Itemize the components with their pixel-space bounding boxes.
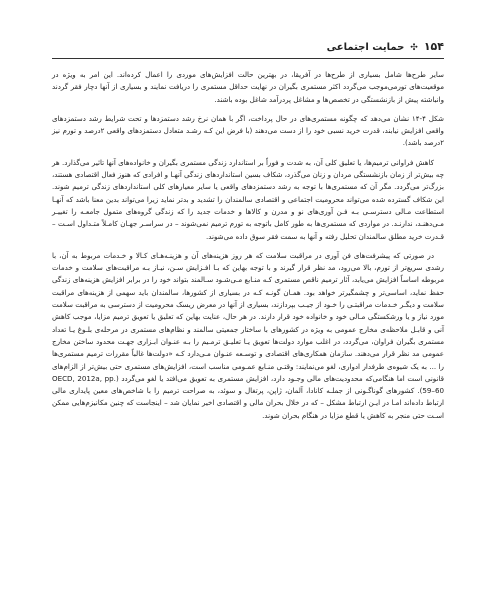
body-paragraph: سایر طرح‌ها شامل بسیاری از طرح‌ها در آفریقا، در بهترین حالت افزایش‌های موردی را اعمال کرده‌اند. این امر به ویژه در موقعیت‌های تورمی‌موجب می‌گردد اکثر مستمری بگیران در نهایت حداقل مستمری را دریافت نمایند و بسیاری از آنها دچار فقر گردند وانباشته پیش از بازنشستگی در تخصص‌ها و مشاغل پردرآمد شاغل بوده باشند. xyxy=(52,70,444,104)
body-paragraph: شکل ۴-۱۴ نشان می‌دهد که چگونه مستمری‌های در حال پرداخت، اگر با همان نرخ رشد دستمزدها و تحت شرایط رشد دستمزدهای واقعی افزایش نیابند، قدرت خرید نسبی خود را از دست می‌دهند (با فرض این کـه رشـد متعادل دستمزدهای واقعی ۲درصد و تورم نیز ۲درصد باشد). xyxy=(52,113,444,148)
running-header xyxy=(52,40,444,59)
body-paragraph: در صورتی که پیشرفت‌های فن آوری در مراقبت سلامت که هر روز هزینه‌های آن و هزینـه‌هـای کـالا و خـدمات مربوط به آن، با رشدی سریع‌تر از تورم، بالا می‌رود، مد نظر قرار گیرند و با توجه بهاین که بـا افـزایش سـن، نیـاز بـه مراقبت‌های سلامت و خدمات مربوطه اساساً افزایش می‌یابد، آثار ترمیم ناقص مستمری کـه منـابع مـی‌شـود سـالمند بتواند خود را در برابر افزایش هزینه‌های زندگی حفظ نماید، اساسی‌تر و چشمگیرتر خواهد بود. همـان گونـه کـه در بسیاری از کشورها، سالمندان باید سهمی از هزینه‌های مراقبت سلامت و دیگـر خـدمات مراقبتـی را خـود از جیـب بپردازند، بسیاری از آنها در معرض ریسک محرومیت از دسترسی به مراقبت سلامت مورد نیاز و یا ورشکستگی مـالی خود و خانواده خود قرار دارند. در هر حال، عنایت بهاین که تعلیق یا تعویق ترمیم مزایا، موجب کاهش آنی و قابـل ملاحظه‌ی مخارج عمومی به ویژه در کشورهای با ساختار جمعیتی سالمند و نظام‌های مستمری در مرحله‌ی بلـوغ یـا تعداد مستمری بگیران فراوان، می‌گردد، در اغلب موارد دولت‌ها تعویق یـا تعلیـق ترمـیم را بـه عنـوان ابـزاری جهـت محدود ساختن مخارج عمومی مد نظر قرار می‌دهند. سازمان همکاری‌های اقتصادی و توسـعه عنـوان مـی‌دارد کـه «دولت‌ها غالباً مقررات ترمیم مستمری‌ها را ... به یک شیوه‌ی طرفدار ادواری، لغو می‌نمایند: وقتـی منـابع عمـومی مناسب است، افزایش‌های مستمری حتی بیش‌تر از الزام‌های قانونی است اما هنگامی‌که محدودیت‌های مالی وجـود دارد، افزایش مستمری به تعویق می‌افتد یا لغو می‌گردد (OECD, 2012a, pp. 59–60). کشورهای گوناگـونی از جملـه کانادا، آلمان، ژاپن، پرتغال و سوئد، به صراحت ترمیم را با شاخص‌های معین پایداری مالی ارتباط داده‌اند امـا در ایـن ارتباط مشکل – که در خلال بحران مالی و اقتصادی اخیر نمایان شد – اینجاست که چنین مکانیزم‌هایی ممکن اسـت حتی منجر به کاهش یا قطع مزایا در هنگام بحران شوند. xyxy=(52,250,444,420)
page-number: ۱۵۴ xyxy=(423,40,444,53)
ornament-icon: ✣ xyxy=(410,43,418,53)
running-title: حمایت اجتماعی xyxy=(326,42,405,53)
body-paragraph: کاهش فراوانی ترمیم‌ها، یا تعلیق کلی آن، به شدت و فوراً بر استاندارد زندگی مستمری بگیران و خانواده‌های آنها تاثیر می‌گذارد. هر چه بیش‌تر از زمان بازنشستگی مردان و زنان می‌گذرد، شکاف بسین استانداردهای زندگی آنهـا و افرادی که هنوز فعال اقتصادی هستند، بزرگ‌تر می‌گردد. مگر آن که مستمری‌ها با توجه به رشد دستمزدهای واقعی یا سایر معیارهای کلی استانداردهای زندگی ترمیم شوند. این شکاف گسترده شده می‌تواند محرومیت اجتماعی و اقتصادی سالمندان را تشدید و بدتر نماید زیرا می‌تواند بدین معنا باشد که آنهـا استطاعت مـالی دسترسـی بـه فـن آوری‌های نو و مدرن و کالاها و خدمات جدید را که زندگی گروه‌های متمول جامعـه را تغییـر مـی‌دهنـد، ندارنـد. در مواردی که مستمری‌ها به طور کامل باتوجه به تورم ترمیم نمی‌شوند – در سراسـر جهـان کامـلاً متـداول اسـت – قـدرت خرید مطلق سالمندان تحلیل رفته و آنها به سمت فقر سوق داده می‌شوند. xyxy=(52,157,444,241)
